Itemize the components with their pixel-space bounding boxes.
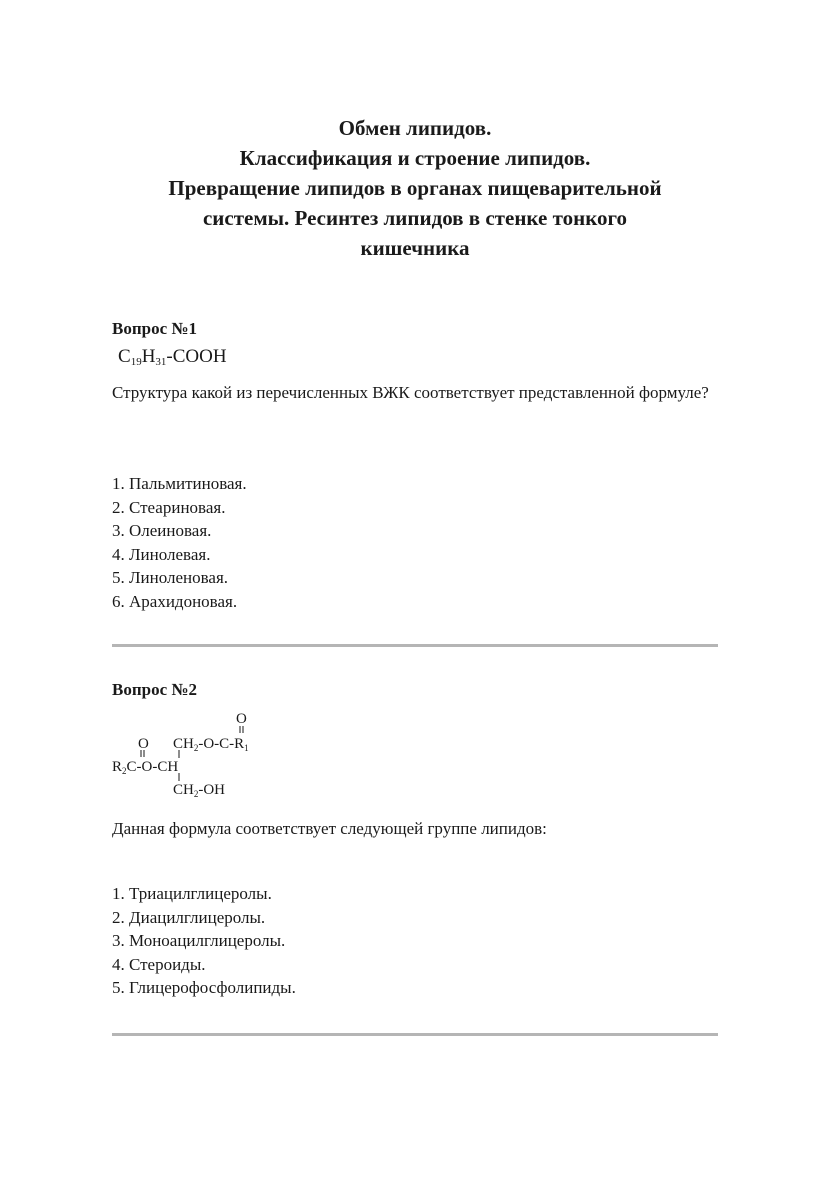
answer-option: 3. Олеиновая. (112, 521, 212, 540)
answer-option: 6. Арахидоновая. (112, 591, 238, 611)
oxygen-left: O (138, 736, 149, 752)
question-2-options (112, 882, 296, 1000)
section-divider (112, 644, 718, 647)
section-divider (112, 1033, 718, 1036)
answer-option: 5. Линоленовая. (112, 568, 229, 587)
question-1-formula (118, 345, 227, 369)
formula-carbon: C (118, 346, 131, 367)
answer-option: 4. Стероиды. (112, 954, 206, 974)
title-line: Обмен липидов. (338, 116, 492, 140)
question-1-heading: Вопрос №1 (112, 319, 197, 338)
structure-row-3: $CH_2-OH$ (173, 782, 226, 797)
title-line: кишечника (360, 236, 470, 260)
answer-option: 2. Диацилглицеролы. (112, 907, 266, 927)
answer-option: 1. Пальмитиновая. (112, 474, 247, 493)
question-1-text: Структура какой из перечисленных ВЖК соответствует представленной формуле? (112, 383, 709, 402)
title-line: Классификация и строение липидов. (239, 146, 591, 170)
question-1-options (112, 472, 247, 613)
title-line: Превращение липидов в органах пищеварительной (168, 176, 662, 200)
structure-row-1: $CH_2-O-C-R_1$ (173, 736, 249, 753)
answer-option: 2. Стеариновая. (112, 497, 226, 517)
answer-option: 4. Линолевая. (112, 544, 211, 564)
document-title (100, 113, 730, 263)
answer-option: 1. Триацилглицеролы. (112, 884, 272, 903)
answer-option: 3. Моноацилглицеролы. (112, 931, 286, 950)
formula-hydrogen-count: 31 (155, 356, 167, 368)
formula-carboxyl: -COOH (166, 346, 227, 367)
formula-carbon-count: 19 (130, 356, 142, 368)
answer-option: 5. Глицерофосфолипиды. (112, 978, 296, 997)
title-line: системы. Ресинтез липидов в стенке тонкого (202, 206, 628, 230)
structure-row-2: $R_2C-O-CH$ (112, 759, 179, 776)
formula-hydrogen: H (141, 346, 156, 367)
oxygen-top: O (236, 711, 247, 727)
question-2-heading: Вопрос №2 (112, 680, 197, 699)
question-2-text: Данная формула соответствует следующей группе липидов: (112, 819, 547, 838)
question-2-structural-formula (110, 705, 300, 797)
